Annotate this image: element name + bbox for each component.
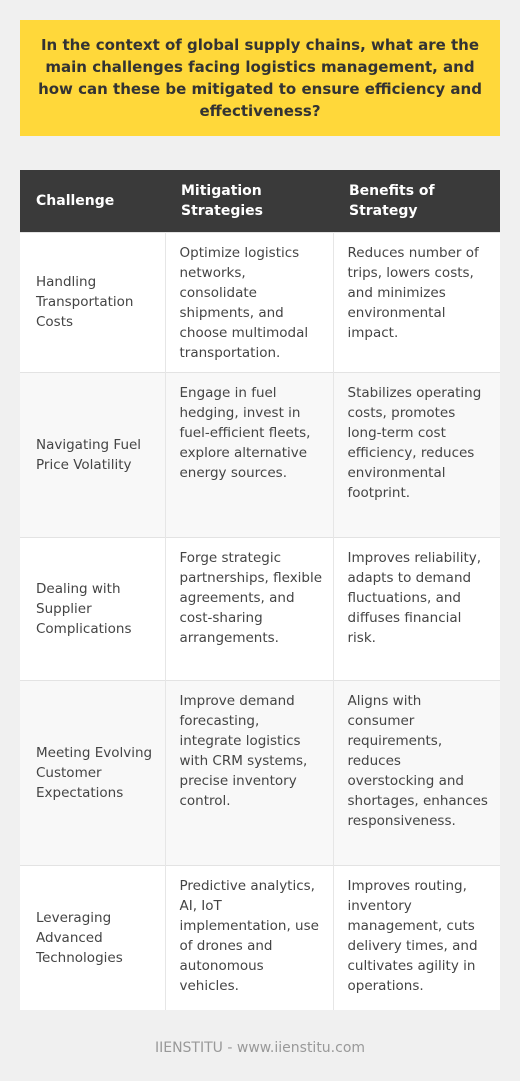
benefits-cell: Stabilizes operating costs, promotes long-term cost efficiency, reduces environmental footprint. <box>347 384 482 501</box>
table-header-row <box>20 170 500 232</box>
header-challenge: Challenge <box>20 170 165 232</box>
table-row <box>20 680 500 865</box>
challenge-cell: Navigating Fuel Price Volatility <box>20 372 165 537</box>
benefits-cell: Improves reliability, adapts to demand fluctuations, and diffuses financial risk. <box>347 549 482 646</box>
challenge-cell: Handling Transportation Costs <box>20 232 165 372</box>
table-row <box>20 537 500 680</box>
mitigation-cell: Improve demand forecasting, integrate logistics with CRM systems, precise inventory control. <box>165 680 333 865</box>
table-row <box>20 372 500 537</box>
challenge-cell: Meeting Evolving Customer Expectations <box>20 680 165 865</box>
challenge-cell: Leveraging Advanced Technologies <box>20 865 165 1010</box>
mitigation-cell: Forge strategic partnerships, flexible agreements, and cost-sharing arrangements. <box>165 537 333 680</box>
question-text: In the context of global supply chains, what are the main challenges facing logistics management, and how can these be mitigated to ensure efficiency and effectiveness? <box>38 36 482 120</box>
benefits-cell: Improves routing, inventory management, cuts delivery times, and cultivates agility in operations. <box>347 877 478 994</box>
benefits-cell: Aligns with consumer requirements, reduces overstocking and shortages, enhances responsiveness. <box>347 692 488 829</box>
table-row <box>20 232 500 372</box>
table-row <box>20 865 500 1010</box>
challenges-table <box>20 170 500 1010</box>
challenge-cell: Dealing with Supplier Complications <box>20 537 165 680</box>
question-banner <box>20 20 500 136</box>
mitigation-cell: Engage in fuel hedging, invest in fuel-efficient fleets, explore alternative energy sources. <box>165 372 333 537</box>
header-benefits: Benefits of Strategy <box>333 170 500 232</box>
mitigation-cell: Optimize logistics networks, consolidate shipments, and choose multimodal transportation. <box>165 232 333 372</box>
footer-credit: IIENSTITU - www.iienstitu.com <box>154 1040 366 1056</box>
benefits-cell: Reduces number of trips, lowers costs, and minimizes environmental impact. <box>347 244 479 341</box>
mitigation-cell: Predictive analytics, AI, IoT implementation, use of drones and autonomous vehicles. <box>165 865 333 1010</box>
header-mitigation: Mitigation Strategies <box>165 170 333 232</box>
